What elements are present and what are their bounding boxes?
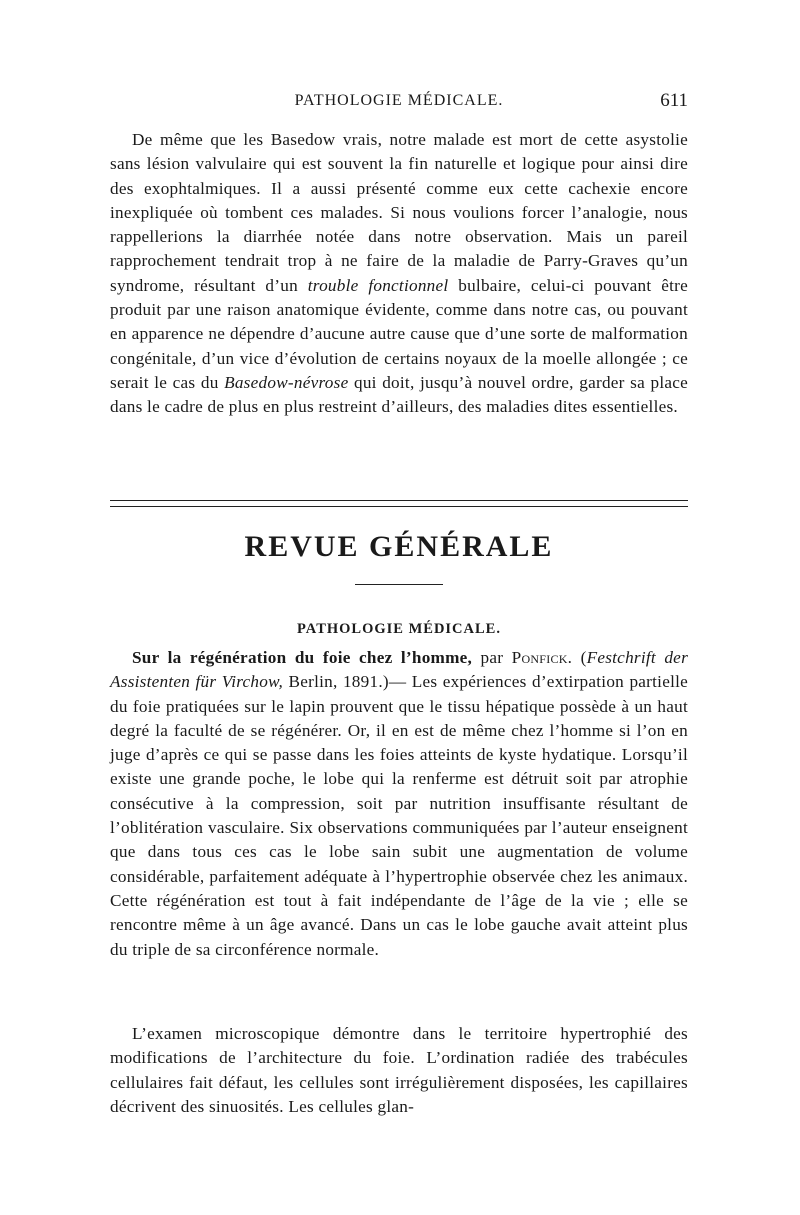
running-header (110, 92, 688, 120)
section-divider (110, 500, 688, 501)
author-name: Ponfick (511, 648, 568, 667)
paragraph-text: par (472, 648, 512, 667)
italic-term: trouble fonctionnel (307, 275, 449, 295)
section-title: REVUE GÉNÉRALE (244, 530, 554, 563)
source-details: Berlin, 1891.)— (283, 672, 412, 692)
paragraph-text: . ( (567, 648, 587, 667)
paragraph-text: bulbaire, celui-ci pouvant être produit par une raison anatomique évidente, comme dans notre cas, ou pouvant en apparence ne dépendre d’aucune autre cause que d’une sorte de malformation congénitale, d’un vice d’évolution de certains noyaux de la moelle allongée ; ce serait le cas du (110, 275, 688, 392)
paragraph-basedow-conclusion (110, 128, 688, 420)
paragraph-text: qui doit, jusqu’à nouvel ordre, garder sa place dans le cadre de plus en plus restreint d’ailleurs, des maladies dites essentielles. (110, 372, 688, 417)
paragraph-text: Les expériences d’extirpation partielle du foie pratiquées sur le lapin prouvent que le tissu hépatique possède à un haut degré la faculté de se régénérer. Or, il en est de même chez l’homme si l’on en juge d’après ce qui se passe dans les foies atteints de kyste hydatique. Lorsqu’il existe une grande poche, le lobe qui la renferme est détruit soit par atrophie consécutive à la compression, soit par nutrition insuffisante résultant de l’oblitération vasculaire. Six observations communiquées par l’auteur enseignent que dans tous ces cas le lobe sain subit une augmentation de volume considérable, parfaitement adéquate à l’hypertrophie observée chez les animaux. Cette régénération est tout à fait indépendante de l’âge de la vie ; elle se rencontre même à un âge avancé. Dans un cas le lobe gauche avait atteint plus du triple de sa circonférence normale. (110, 672, 688, 959)
section-divider-thin (110, 506, 688, 507)
page-number: 611 (660, 90, 688, 111)
paragraph-text: De même que les Basedow vrais, notre malade est mort de cette asystolie sans lésion valvulaire qui est souvent la fin naturelle et logique pour ainsi dire des exophtalmiques. Il a aussi présenté comme eux cette cachexie encore inexpliquée où tombent ces malades. Si nous voulions forcer l’analogie, nous rappellerions la diarrhée notée dans notre observation. Mais un pareil rapprochement tendrait trop à ne faire de la maladie de Parry-Graves qu’un syndrome, résultant d’un (110, 130, 688, 295)
title-underline (355, 584, 443, 585)
subsection-title: PATHOLOGIE MÉDICALE. (297, 621, 501, 637)
paragraph-examen-microscopique (110, 1022, 688, 1119)
italic-term: Basedow-névrose (224, 372, 349, 392)
paragraph-text: L’examen microscopique démontre dans le territoire hypertrophié des modifications de l’architecture du foie. L’ordination radiée des trabécules cellulaires fait défaut, les cellules sont irrégulièrement disposées, les capillaires décrivent des sinuosités. Les cellules glan- (110, 1024, 688, 1116)
article-title: Sur la régénération du foie chez l’homme, (132, 648, 473, 667)
running-title: PATHOLOGIE MÉDICALE. (294, 92, 504, 109)
source-title: Festchrift der Assistenten für Virchow, (110, 648, 689, 692)
paragraph-regeneration-foie (110, 646, 688, 962)
